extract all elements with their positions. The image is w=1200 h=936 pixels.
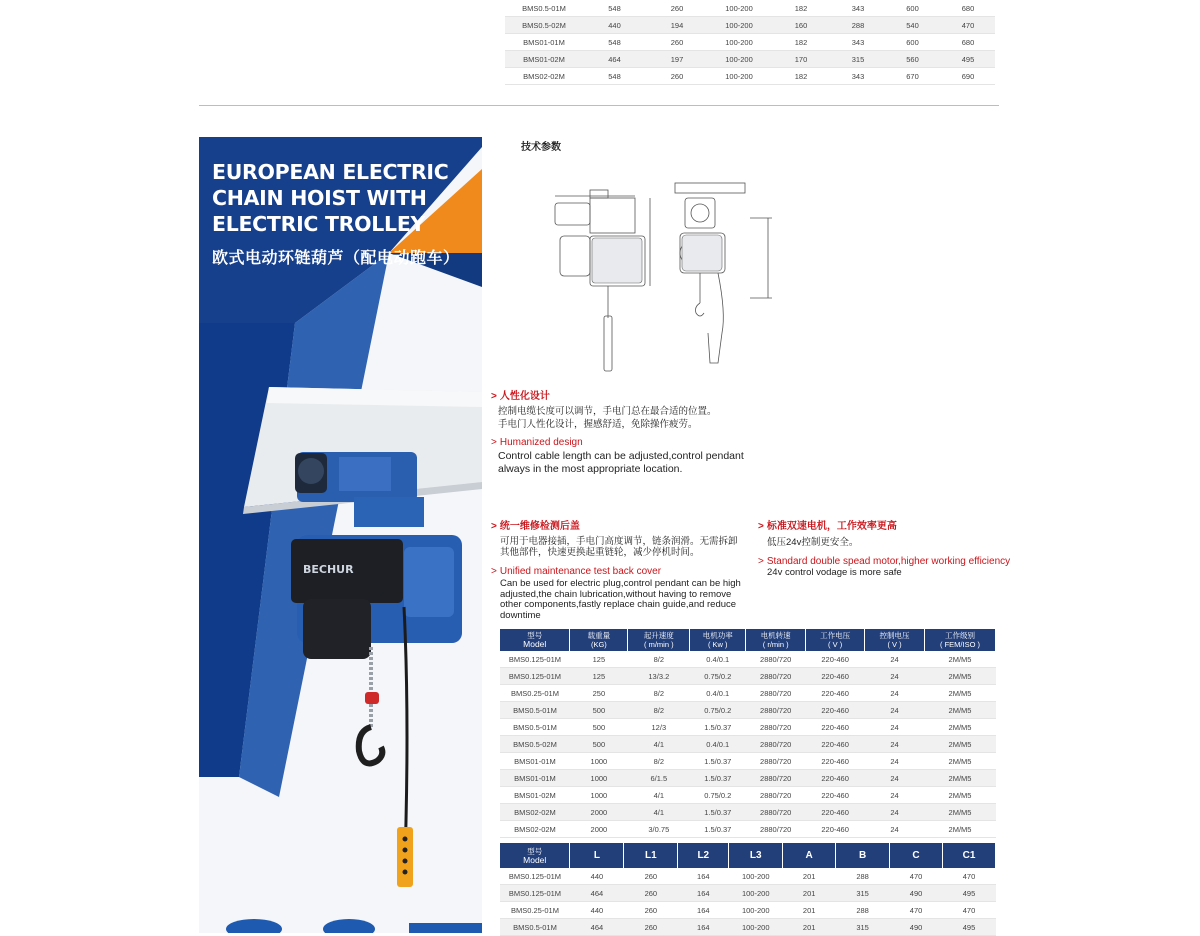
table-cell: 13/3.2 (628, 668, 690, 685)
table-cell: 548 (583, 68, 646, 85)
table-cell: 100-200 (729, 868, 783, 885)
table-cell: 680 (941, 34, 995, 51)
table-cell: 220-460 (806, 736, 865, 753)
table-cell: 220-460 (806, 651, 865, 668)
table-cell: 260 (646, 34, 708, 51)
table-row (500, 651, 996, 668)
table-cell: 690 (941, 68, 995, 85)
table-row (500, 668, 996, 685)
table-cell: 0.4/0.1 (690, 685, 746, 702)
table-cell: 440 (570, 902, 624, 919)
dim-header: A (783, 843, 836, 868)
table-cell: 201 (783, 868, 836, 885)
table-cell: 2000 (570, 821, 628, 838)
table-cell: 490 (890, 919, 943, 936)
table-cell: 2M/M5 (925, 702, 996, 719)
table-cell: 8/2 (628, 753, 690, 770)
table-cell: 1000 (570, 753, 628, 770)
table-cell: 315 (836, 919, 890, 936)
poster-title: EUROPEAN ELECTRIC CHAIN HOIST WITH ELECTRIC TROLLEY (212, 160, 449, 236)
table-cell: 2M/M5 (925, 821, 996, 838)
table-cell: BMS0.125-01M (500, 885, 570, 902)
table-cell: 125 (570, 668, 628, 685)
table-cell: BMS0.25-01M (500, 902, 570, 919)
table-cell: 2M/M5 (925, 787, 996, 804)
table-cell: 495 (943, 919, 996, 936)
table-cell: 2880/720 (746, 770, 806, 787)
table-cell: 0.4/0.1 (690, 736, 746, 753)
table-cell: 2000 (570, 804, 628, 821)
table-cell: 2M/M5 (925, 651, 996, 668)
brand-logo: BECHUR (303, 563, 354, 576)
table-cell: 100-200 (708, 51, 770, 68)
table-cell: 2M/M5 (925, 719, 996, 736)
table-cell: BMS02-02M (505, 68, 583, 85)
table-cell: 164 (678, 902, 729, 919)
spec-header: 工作级别 ( FEM/ISO ) (925, 629, 996, 651)
table-cell: 1.5/0.37 (690, 804, 746, 821)
table-cell: 2M/M5 (925, 668, 996, 685)
table-cell: 2M/M5 (925, 770, 996, 787)
tech-params-label: 技术参数 (521, 142, 561, 153)
table-cell: 24 (865, 804, 925, 821)
table-cell: 315 (836, 885, 890, 902)
table-cell: 250 (570, 685, 628, 702)
spec-header: 起升速度 ( m/min ) (628, 629, 690, 651)
table-cell: 2880/720 (746, 753, 806, 770)
table-cell: 2880/720 (746, 736, 806, 753)
table-cell: 500 (570, 719, 628, 736)
table-cell: 495 (943, 885, 996, 902)
table-cell: 8/2 (628, 685, 690, 702)
table-cell: 182 (770, 68, 832, 85)
table-cell: 4/1 (628, 787, 690, 804)
table-cell: 220-460 (806, 821, 865, 838)
table-cell: 490 (890, 885, 943, 902)
dimension-table (500, 843, 996, 936)
table-cell: 600 (884, 34, 941, 51)
table-cell: 100-200 (729, 902, 783, 919)
table-cell: 0.75/0.2 (690, 702, 746, 719)
table-cell: 0.4/0.1 (690, 651, 746, 668)
table-cell: 160 (770, 17, 832, 34)
table-cell: 343 (832, 34, 884, 51)
table-cell: 548 (583, 0, 646, 17)
table-cell: 1.5/0.37 (690, 719, 746, 736)
table-cell: 24 (865, 753, 925, 770)
table-cell: 100-200 (729, 885, 783, 902)
table-cell: 182 (770, 34, 832, 51)
table-cell: 288 (836, 868, 890, 885)
table-cell: 201 (783, 885, 836, 902)
poster-title-cn: 欧式电动环链葫芦（配电动跑车） (212, 248, 460, 267)
table-cell: 24 (865, 736, 925, 753)
table-cell: 6/1.5 (628, 770, 690, 787)
spec-table (500, 629, 996, 838)
table-cell: BMS0.125-01M (500, 868, 570, 885)
table-cell: 2M/M5 (925, 685, 996, 702)
table-cell: 100-200 (708, 0, 770, 17)
table-cell: 164 (678, 868, 729, 885)
table-row (505, 34, 995, 51)
table-cell: 540 (884, 17, 941, 34)
dim-header: B (836, 843, 890, 868)
spec-header: 载重量 (KG) (570, 629, 628, 651)
table-cell: 2M/M5 (925, 736, 996, 753)
technical-drawing (540, 178, 780, 378)
table-cell: BMS01-02M (505, 51, 583, 68)
table-cell: 288 (832, 17, 884, 34)
table-cell: 260 (624, 885, 678, 902)
table-cell: 2M/M5 (925, 804, 996, 821)
table-cell: 182 (770, 0, 832, 17)
table-cell: 201 (783, 919, 836, 936)
table-cell: 12/3 (628, 719, 690, 736)
table-cell: 500 (570, 736, 628, 753)
table-cell: 24 (865, 668, 925, 685)
table-cell: 260 (646, 68, 708, 85)
table-cell: 4/1 (628, 736, 690, 753)
table-cell: 24 (865, 685, 925, 702)
table-cell: 470 (890, 868, 943, 885)
table-cell: 470 (943, 868, 996, 885)
table-cell: 548 (583, 34, 646, 51)
table-cell: 500 (570, 702, 628, 719)
table-cell: 201 (783, 902, 836, 919)
table-cell: BMS0.125-01M (500, 651, 570, 668)
table-cell: 2880/720 (746, 821, 806, 838)
table-cell: 2880/720 (746, 787, 806, 804)
table-cell: 220-460 (806, 685, 865, 702)
table-cell: BMS02-02M (500, 821, 570, 838)
table-row (500, 885, 996, 902)
table-cell: 464 (583, 51, 646, 68)
dim-header: L1 (624, 843, 678, 868)
table-cell: 440 (583, 17, 646, 34)
table-row (505, 51, 995, 68)
table-cell: BMS0.5-02M (500, 736, 570, 753)
table-cell: BMS0.5-01M (500, 919, 570, 936)
table-cell: 3/0.75 (628, 821, 690, 838)
table-cell: 343 (832, 68, 884, 85)
table-cell: 1000 (570, 787, 628, 804)
table-cell: 260 (624, 919, 678, 936)
feature-humanized-en: > Humanized design Control cable length can be adjusted,control pendant always in the most appropriate location. (491, 437, 744, 475)
top-dimension-table (505, 0, 995, 85)
table-row (500, 787, 996, 804)
table-cell: 0.75/0.2 (690, 668, 746, 685)
table-cell: 100-200 (708, 68, 770, 85)
table-cell: 440 (570, 868, 624, 885)
table-cell: 495 (941, 51, 995, 68)
table-cell: 2880/720 (746, 651, 806, 668)
table-row (500, 736, 996, 753)
table-cell: 24 (865, 821, 925, 838)
table-cell: 220-460 (806, 804, 865, 821)
table-cell: 2880/720 (746, 804, 806, 821)
feature-motor-en: > Standard double spead motor,higher working efficiency 24v control vodage is more safe (758, 556, 1011, 578)
table-cell: BMS01-01M (500, 753, 570, 770)
table-cell: 125 (570, 651, 628, 668)
table-cell: 2880/720 (746, 719, 806, 736)
table-cell: BMS0.5-01M (505, 0, 583, 17)
table-cell: 470 (941, 17, 995, 34)
table-row (500, 753, 996, 770)
table-cell: BMS01-02M (500, 787, 570, 804)
table-cell: 470 (890, 902, 943, 919)
table-cell: 1000 (570, 770, 628, 787)
dim-header: L3 (729, 843, 783, 868)
table-cell: 260 (646, 0, 708, 17)
dim-header-model: 型号 Model (500, 843, 570, 868)
table-cell: 194 (646, 17, 708, 34)
table-cell: 600 (884, 0, 941, 17)
table-cell: 670 (884, 68, 941, 85)
table-row (500, 719, 996, 736)
feature-humanized-cn: > 人性化设计 控制电缆长度可以调节，手电门总在最合适的位置。 手电门人性化设计，握感舒适，免除操作疲劳。 (491, 391, 717, 430)
table-cell: 1.5/0.37 (690, 821, 746, 838)
table-cell: 24 (865, 770, 925, 787)
table-cell: 24 (865, 651, 925, 668)
table-cell: 260 (624, 868, 678, 885)
table-row (500, 702, 996, 719)
table-row (505, 17, 995, 34)
table-cell: 0.75/0.2 (690, 787, 746, 804)
table-cell: 100-200 (729, 919, 783, 936)
table-cell: 464 (570, 885, 624, 902)
dim-header: L2 (678, 843, 729, 868)
table-cell: 24 (865, 702, 925, 719)
table-cell: 288 (836, 902, 890, 919)
table-cell: 4/1 (628, 804, 690, 821)
table-cell: 2M/M5 (925, 753, 996, 770)
spec-header: 控制电压 ( V ) (865, 629, 925, 651)
table-cell: 100-200 (708, 17, 770, 34)
dim-header: L (570, 843, 624, 868)
table-cell: 220-460 (806, 770, 865, 787)
table-cell: BMS0.5-01M (500, 719, 570, 736)
table-row (505, 68, 995, 85)
table-cell: 8/2 (628, 651, 690, 668)
table-cell: 464 (570, 919, 624, 936)
table-cell: 164 (678, 885, 729, 902)
table-cell: 100-200 (708, 34, 770, 51)
table-cell: 197 (646, 51, 708, 68)
table-cell: BMS0.125-01M (500, 668, 570, 685)
table-row (500, 804, 996, 821)
table-cell: 170 (770, 51, 832, 68)
table-row (505, 0, 995, 17)
table-cell: BMS01-01M (500, 770, 570, 787)
table-cell: 1.5/0.37 (690, 753, 746, 770)
table-row (500, 685, 996, 702)
table-cell: BMS0.25-01M (500, 685, 570, 702)
table-cell: BMS0.5-01M (500, 702, 570, 719)
table-cell: 8/2 (628, 702, 690, 719)
product-poster (199, 137, 482, 933)
table-cell: 24 (865, 787, 925, 804)
table-cell: 220-460 (806, 702, 865, 719)
table-cell: 220-460 (806, 787, 865, 804)
table-cell: BMS02-02M (500, 804, 570, 821)
table-cell: 260 (624, 902, 678, 919)
table-cell: 24 (865, 719, 925, 736)
dim-header: C1 (943, 843, 996, 868)
section-divider (199, 105, 999, 106)
table-cell: 315 (832, 51, 884, 68)
spec-header: 电机功率 ( Kw ) (690, 629, 746, 651)
feature-maintenance-en: > Unified maintenance test back cover Can be used for electric plug,control pendant can be high adjusted,the chain lubrication,without having to remove other components,fastly replace chain guide,and reduce downtime (491, 566, 741, 621)
table-cell: BMS0.5-02M (505, 17, 583, 34)
table-cell: 220-460 (806, 753, 865, 770)
table-cell: 2880/720 (746, 685, 806, 702)
table-cell: 1.5/0.37 (690, 770, 746, 787)
table-cell: BMS01-01M (505, 34, 583, 51)
table-cell: 164 (678, 919, 729, 936)
table-cell: 680 (941, 0, 995, 17)
spec-header: 工作电压 ( V ) (806, 629, 865, 651)
table-cell: 2880/720 (746, 702, 806, 719)
dim-header: C (890, 843, 943, 868)
table-cell: 470 (943, 902, 996, 919)
feature-maintenance-cn: > 统一维修检测后盖 可用于电器接插，手电门高度调节，链条润滑。无需拆卸 其他部件，快速更换起重链轮，减少停机时间。 (491, 521, 738, 558)
table-cell: 2880/720 (746, 668, 806, 685)
spec-header: 电机转速 ( r/min ) (746, 629, 806, 651)
table-cell: 560 (884, 51, 941, 68)
table-row (500, 770, 996, 787)
feature-motor-cn: > 标准双速电机，工作效率更高 低压24v控制更安全。 (758, 521, 897, 548)
table-cell: 343 (832, 0, 884, 17)
table-row (500, 821, 996, 838)
table-cell: 220-460 (806, 719, 865, 736)
table-row (500, 868, 996, 885)
table-row (500, 902, 996, 919)
spec-header: 型号 Model (500, 629, 570, 651)
table-cell: 220-460 (806, 668, 865, 685)
